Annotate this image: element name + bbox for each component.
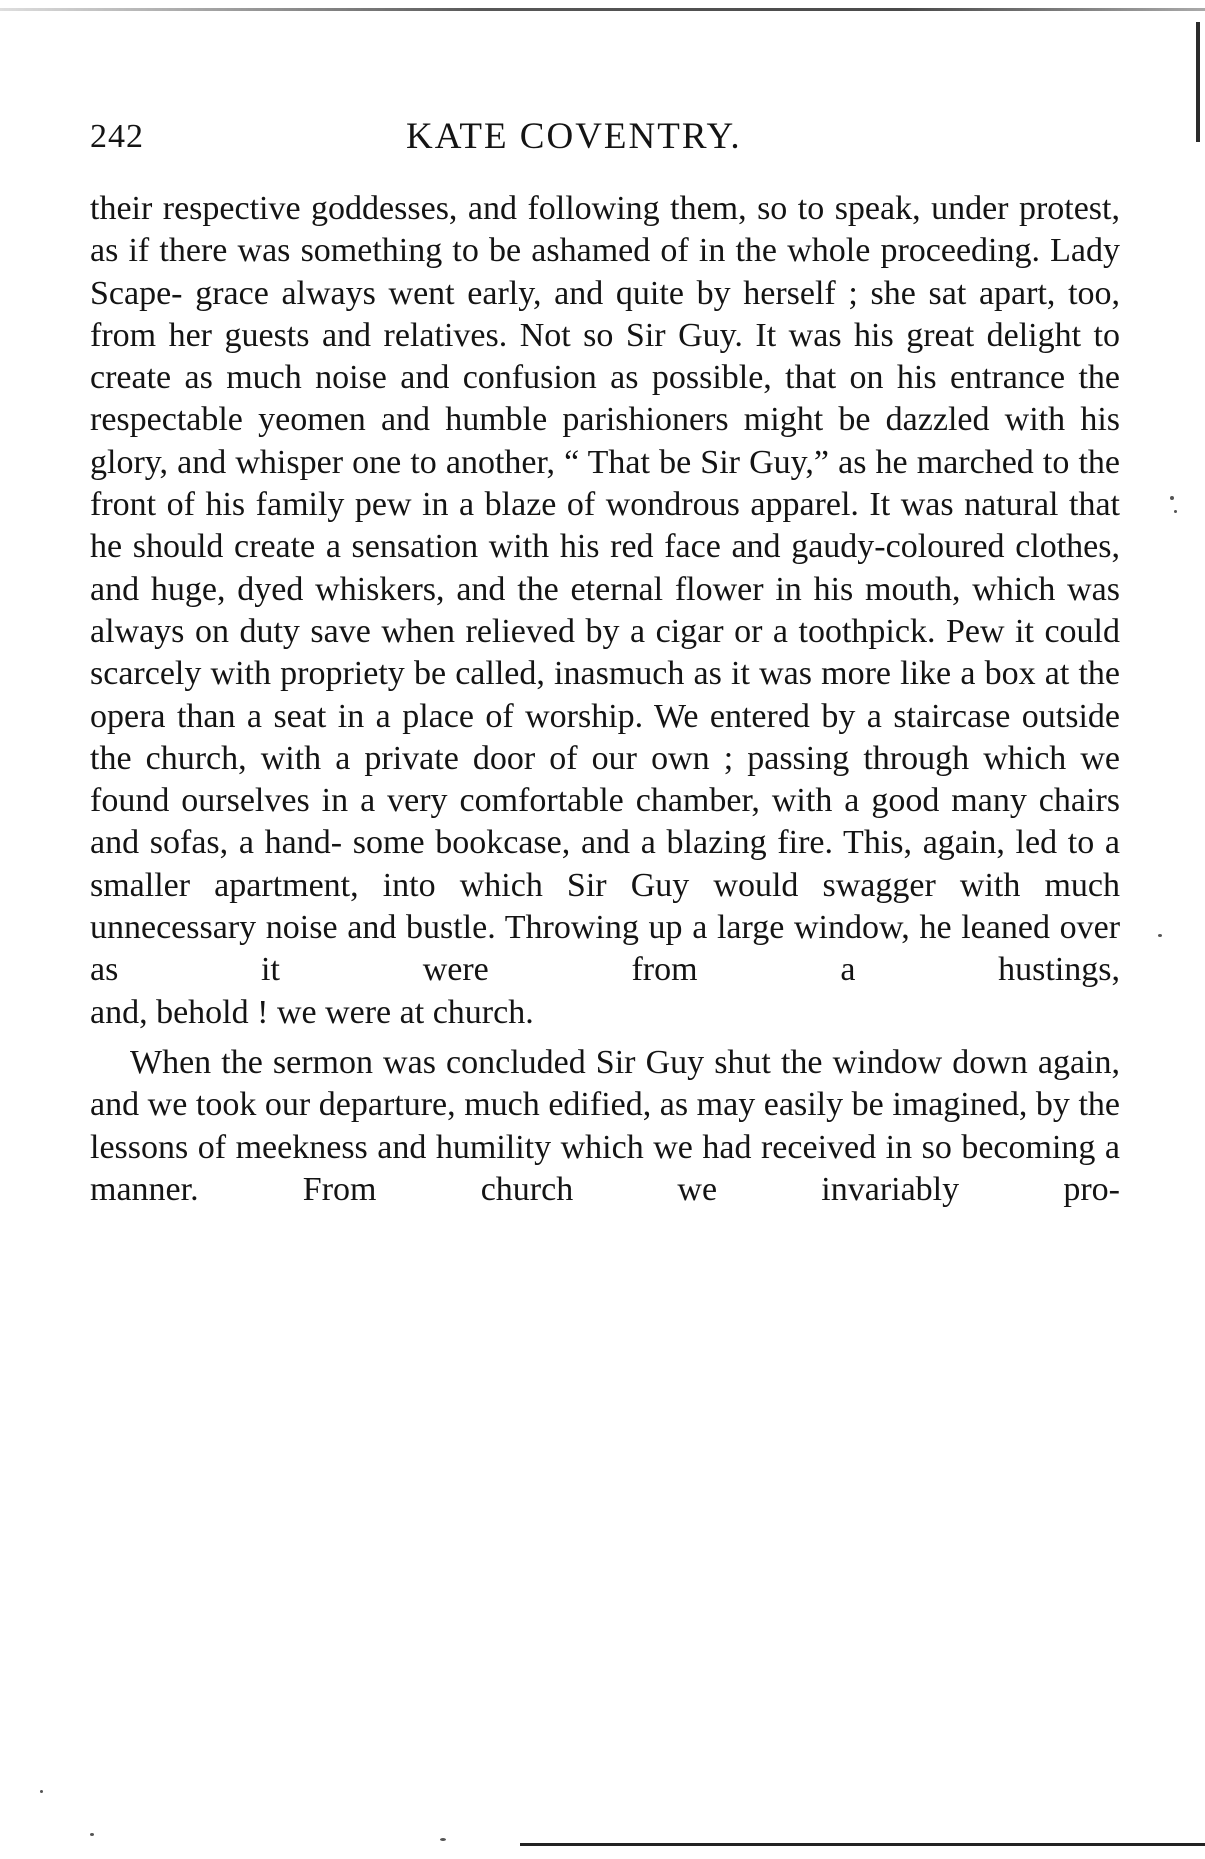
text-line: “ That be Sir Guy,” as he marched to the front of his bbox=[90, 443, 1120, 524]
paragraph bbox=[90, 188, 1120, 1034]
scan-speck bbox=[90, 1833, 94, 1836]
text-line: and the eternal flower in his mouth, which was always bbox=[90, 570, 1120, 650]
scan-speck bbox=[1174, 510, 1177, 513]
text-line: the respectable yeomen and humble parishioners might bbox=[90, 359, 1121, 439]
paragraph bbox=[90, 1042, 1120, 1211]
text-line: as it was more like a box at the opera than a seat in a bbox=[90, 655, 1120, 735]
scan-edge-right bbox=[1196, 22, 1200, 142]
text-line: natural that he should create a sensation with his red bbox=[90, 486, 1121, 566]
text-line: When the sermon was concluded Sir Guy shut the bbox=[130, 1043, 823, 1081]
text-line: Sir Guy. It was his great delight to create as much bbox=[90, 316, 1121, 397]
text-line: a smaller apartment, into which Sir Guy would swagger bbox=[90, 824, 1121, 904]
scan-speck bbox=[1170, 496, 1174, 500]
page-number: 242 bbox=[90, 118, 144, 155]
text-line: place of worship. We entered by a staircase outside bbox=[402, 697, 1121, 735]
text-line: through which we found ourselves in a very comfortable bbox=[90, 739, 1121, 820]
text-line: their respective goddesses, and following them, so to bbox=[90, 190, 825, 227]
scan-edge-bottom bbox=[520, 1843, 1205, 1846]
text-line: on duty save when relieved by a cigar or a toothpick. bbox=[194, 612, 936, 650]
running-title: KATE COVENTRY. bbox=[406, 116, 742, 157]
text-line: and, behold ! we were at church. bbox=[90, 993, 534, 1031]
text-line: some bookcase, and a blazing fire. This, again, led to bbox=[352, 824, 1095, 862]
text-line: a large window, he leaned over as it were from a hustings, bbox=[90, 909, 1121, 989]
scan-speck bbox=[1158, 934, 1162, 937]
text-line: speak, under protest, as if there was something to be bbox=[90, 190, 1120, 270]
text-line: sat apart, too, from her guests and relatives. Not so bbox=[90, 274, 1121, 354]
scan-edge-top bbox=[0, 8, 1205, 11]
text-line: the church, with a private door of our own ; passing bbox=[90, 739, 850, 777]
body-text bbox=[90, 188, 1120, 1211]
text-line: with much unnecessary noise and bustle. Throwing up bbox=[90, 866, 1121, 947]
text-line: becoming a manner. From church we invariably pro- bbox=[90, 1128, 1121, 1208]
scan-speck bbox=[440, 1838, 446, 1841]
text-line: face and gaudy-coloured clothes, and huge, dyed whiskers, bbox=[90, 528, 1120, 608]
text-line: grace always went early, and quite by herself ; she bbox=[195, 274, 916, 312]
text-line: edified, as may easily be imagined, by the lessons of bbox=[90, 1086, 1121, 1166]
text-line: Pew it could scarcely with propriety be called, inasmuch bbox=[90, 612, 1120, 693]
text-line: family pew in a blaze of wondrous apparel. It was bbox=[255, 486, 954, 524]
text-line: chamber, with a good many chairs and sofas, a hand- bbox=[90, 782, 1120, 862]
text-line: be dazzled with his glory, and whisper one to another, bbox=[90, 401, 1121, 481]
text-line: meekness and humility which we had received in so bbox=[235, 1128, 952, 1166]
text-line: ashamed of in the whole proceeding. Lady Scape- bbox=[90, 232, 1121, 312]
text-line: noise and confusion as possible, that on his entrance bbox=[315, 359, 1066, 397]
page-header bbox=[90, 112, 1120, 162]
scan-speck bbox=[40, 1790, 43, 1793]
text-line: window down again, and we took our departure, much bbox=[90, 1043, 1120, 1124]
